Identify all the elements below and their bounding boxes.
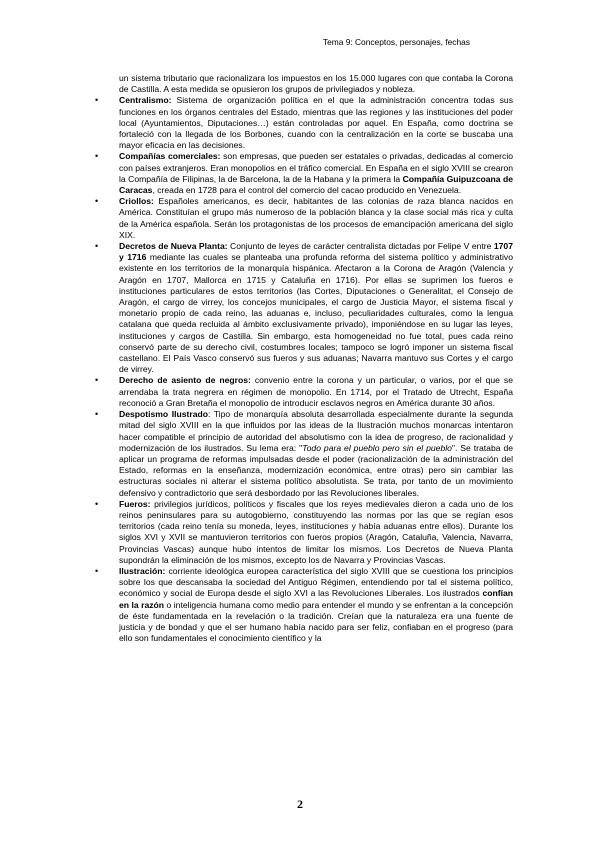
page-number: 2 <box>297 797 303 811</box>
bullet-icon: • <box>95 565 99 576</box>
definition-text: Sistema de organización política en el que la administración concentra todas sus funciones en los órganos centrales del Estado, mientras que las regiones y las instituciones del poder local (Ayuntamientos, Diputaciones…) están controladas por aquel. En España, como doctrina se fortaleció con la llegada de los Borbones, cuando con la centralización en la corte se buscaba una mayor eficacia en las decisiones. <box>119 95 513 151</box>
definition-term: Decretos de Nueva Planta: <box>119 241 228 252</box>
definition-term: Criollos: <box>119 196 154 207</box>
definition-item <box>95 409 513 499</box>
definition-term: Fueros: <box>119 498 151 509</box>
definition-highlight: Compañía Guipuzcoana de Caracas <box>119 173 513 196</box>
definition-item <box>95 151 514 196</box>
bullet-icon: • <box>95 375 99 386</box>
intro-paragraph: un sistema tributario que racionalizara los impuestos en los 15.000 lugares con que contaba la Corona de Castilla. A esta medida se opusieron los grupos de privilegiados y nobleza. <box>119 73 513 95</box>
bullet-icon: • <box>95 241 99 252</box>
definition-term: Derecho de asiento de negros: <box>119 375 251 386</box>
definition-term: Despotismo Ilustrado <box>119 409 208 420</box>
bullet-icon: • <box>95 498 99 509</box>
definition-item <box>95 95 513 151</box>
definition-term: Ilustración: <box>119 565 166 576</box>
definition-text: mediante las cuales se planteaba una profunda reforma del sistema político y administrativo existente en los territorios de la monarquía hispánica. Afectaron a la Corona de Aragón (Valencia y Aragón en 1707, Mallorca en 1715 y Cataluña en 1716). Por ellas se suprimen los fueros e instituciones particulares de estos territorios (las Cortes, Diputaciones o Generalitat, el Consejo de Aragón, el cargo de virrey, los concejos municipales, el cargo de Justicia Mayor, el sistema fiscal y monetario propio de cada reino, las aduanas e, incluso, peculiaridades culturales, como la lengua catalana que queda recluida al ámbito exclusivamente privado), imponiéndose en su lugar las leyes, instituciones y cargos de Castilla. Sin embargo, esta homogeneidad no fue total, pues cada reino conservó parte de su derecho civil, costumbres locales; tampoco se logró imponer un sistema fiscal castellano. El País Vasco conservó sus fueros y sus aduanas; Navarra mantuvo sus Cortes y el cargo de virrey. <box>119 252 513 375</box>
definition-item <box>95 241 513 375</box>
bullet-icon: • <box>95 409 99 420</box>
definition-text: privilegios jurídicos, políticos y fiscales que los reyes medievales dieron a cada uno de los reinos peninsulares para su autogobierno, constituyendo las normas por las que se regían esos territorios (cada reino tenía su moneda, leyes, instituciones y había aduanas entre ellos). Durante los siglos XVI y XVII se mantuvieron territorios con fueros propios (Aragón, Cataluña, Valencia, Navarra, Provincias Vascas) aunque hubo intentos de limitar los mismos. Los Decretos de Nueva Planta supondrán la eliminación de los mismos, excepto los de Navarra y Provincias Vascas. <box>119 498 513 565</box>
bullet-icon: • <box>95 95 99 106</box>
definition-item <box>95 565 513 644</box>
definition-text: convenio entre la corona y un particular, o varios, por el que se arrendaba la trata negrera en régimen de monopolio. En 1714, por el Tratado de Utrecht, España reconoció a Gran Bretaña el monopolio de introducir esclavos negros en América durante 30 años. <box>119 375 513 408</box>
definition-text: ". Se trataba de aplicar un programa de reformas impulsadas desde el poder (racionalización de la administración del Estado, reformas en la enseñanza, modernización económica, entre otras) pero sin cambiar las estructuras sociales ni alterar el sistema político absolutista. Se trata, por tanto de un movimiento defensivo y contradictorio que será desbordado por las Revoluciones liberales. <box>119 442 513 498</box>
definition-item <box>95 498 513 566</box>
definition-item <box>95 375 513 409</box>
definition-text: son empresas, que pueden ser estatales o privadas, dedicadas al comercio con países extranjeros. Eran monopolios en el tráfico comercial. En España en el siglo XVIII se crearon la Compañía de Filipinas, la de Barcelona, la de la Habana y la primera la <box>119 151 514 184</box>
running-header: Tema 9: Conceptos, personajes, fechas <box>322 37 470 47</box>
definition-text: o inteligencia humana como medio para entender el mundo y se enfrentan a la concepción de éste fundamentada en la revelación o la tradición. Creían que la naturaleza era una fuente de justicia y de bondad y que el ser humano había nacido para ser feliz, confiaban en el progreso (para ello son fundamentales el conocimiento científico y la <box>119 599 513 644</box>
definition-term: Centralismo: <box>119 95 172 106</box>
definition-term: Compañías comerciales: <box>119 151 221 162</box>
definition-text: : Tipo de monarquía absoluta desarrollada especialmente durante la segunda mitad del siglo XVIII en la que influidos por las ideas de la Ilustración muchos monarcas intentaron hacer compatible el principio de autoridad del absolutismo con la idea de progreso, de racionalidad y modernización de los ilustrados. Su lema era: " <box>119 409 513 453</box>
bullet-icon: • <box>95 151 99 162</box>
definition-quote: Todo para el pueblo pero sin el pueblo <box>302 442 452 453</box>
definition-highlight: 1707 y 1716 <box>119 241 513 263</box>
page-content <box>95 73 514 644</box>
definition-text: Conjunto de leyes de carácter centralista dictadas por Felipe V entre <box>227 241 494 252</box>
bullet-icon: • <box>95 196 99 207</box>
definitions-list <box>95 95 514 644</box>
definition-text: , creada en 1728 para el control del comercio del cacao producido en Venezuela. <box>152 185 462 196</box>
definition-text: corriente ideológica europea característica del siglo XVIII que se cuestiona los principios sobre los que descansaba la sociedad del Antiguo Régimen, entendiendo por tal el sistema político, económico y social de Europa desde el siglo XVI a las Revoluciones Liberales. Los ilustrados <box>119 565 513 599</box>
definition-text: Españoles americanos, es decir, habitantes de las colonias de raza blanca nacidos en América. Constituían el grupo más numeroso de la población blanca y la clase social más rica y culta de la América española. Serán los protagonistas de los procesos de emancipación americana del siglo XIX. <box>119 196 513 240</box>
definition-highlight: confían en la razón <box>119 588 513 610</box>
definition-item <box>95 196 513 241</box>
